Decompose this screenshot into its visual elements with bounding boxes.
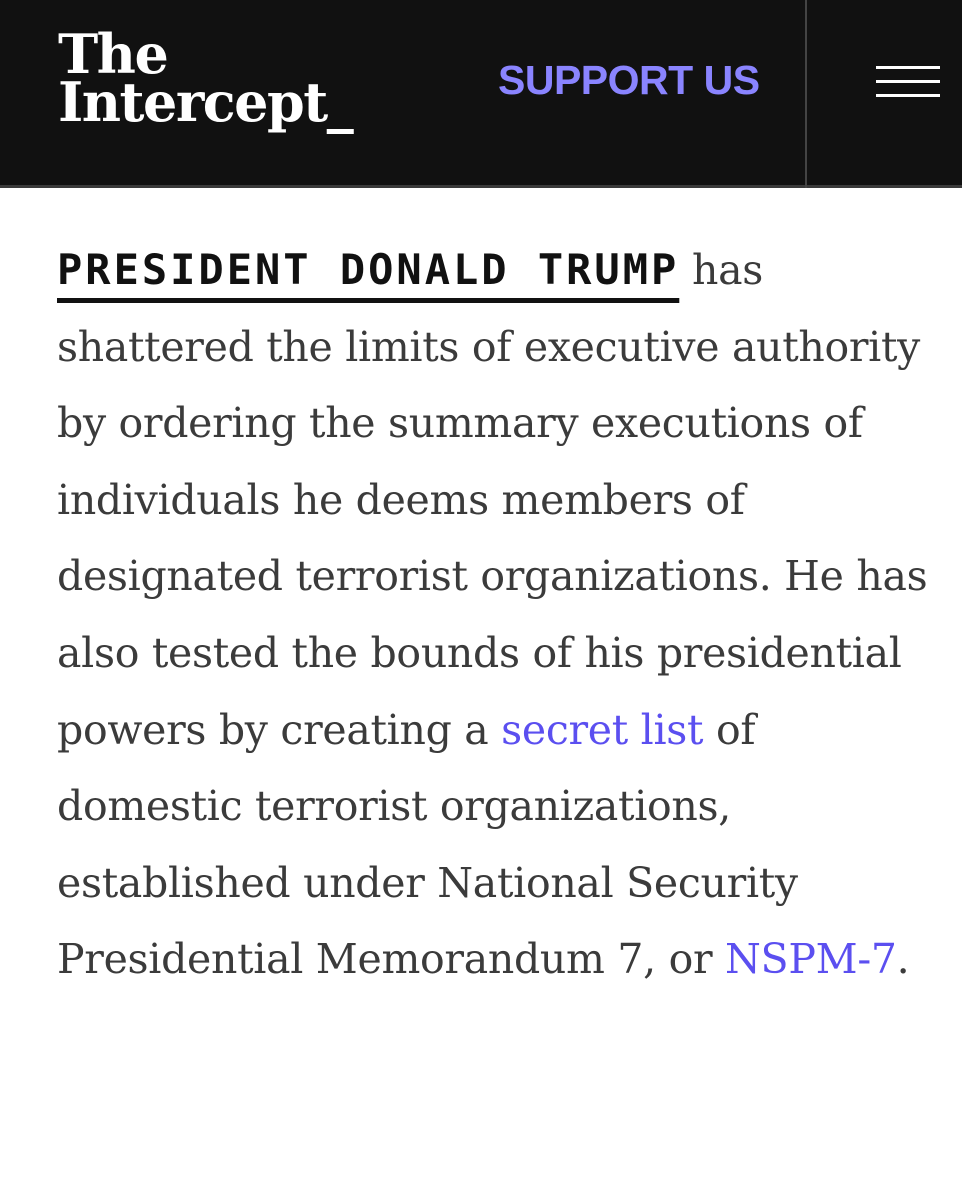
header-divider	[805, 0, 807, 188]
site-header	[0, 0, 962, 188]
secret-list-link[interactable]: secret list	[501, 705, 704, 754]
article-text: .	[896, 935, 910, 984]
menu-bar	[876, 66, 940, 69]
hamburger-menu-icon[interactable]	[862, 56, 944, 108]
menu-bar	[876, 94, 940, 97]
article-text: of domestic terrorist organizations, established under National Security Presidential Memorandum 7, or	[57, 705, 798, 984]
menu-bar	[876, 80, 940, 83]
site-logo[interactable]	[58, 22, 353, 134]
article-paragraph	[57, 232, 937, 998]
article-text: has shattered the limits of executive authority by ordering the summary executions of individuals he deems members of designated terrorist organizations. He has also tested the bounds of his presidential powers by creating a	[57, 246, 928, 754]
support-us-link[interactable]: SUPPORT US	[498, 57, 760, 103]
logo-line-the: The	[58, 22, 168, 86]
nspm-7-link[interactable]: NSPM-7	[724, 935, 897, 984]
lead-in: PRESIDENT DONALD TRUMP	[57, 245, 680, 294]
logo-line-intercept: Intercept_	[58, 70, 353, 134]
